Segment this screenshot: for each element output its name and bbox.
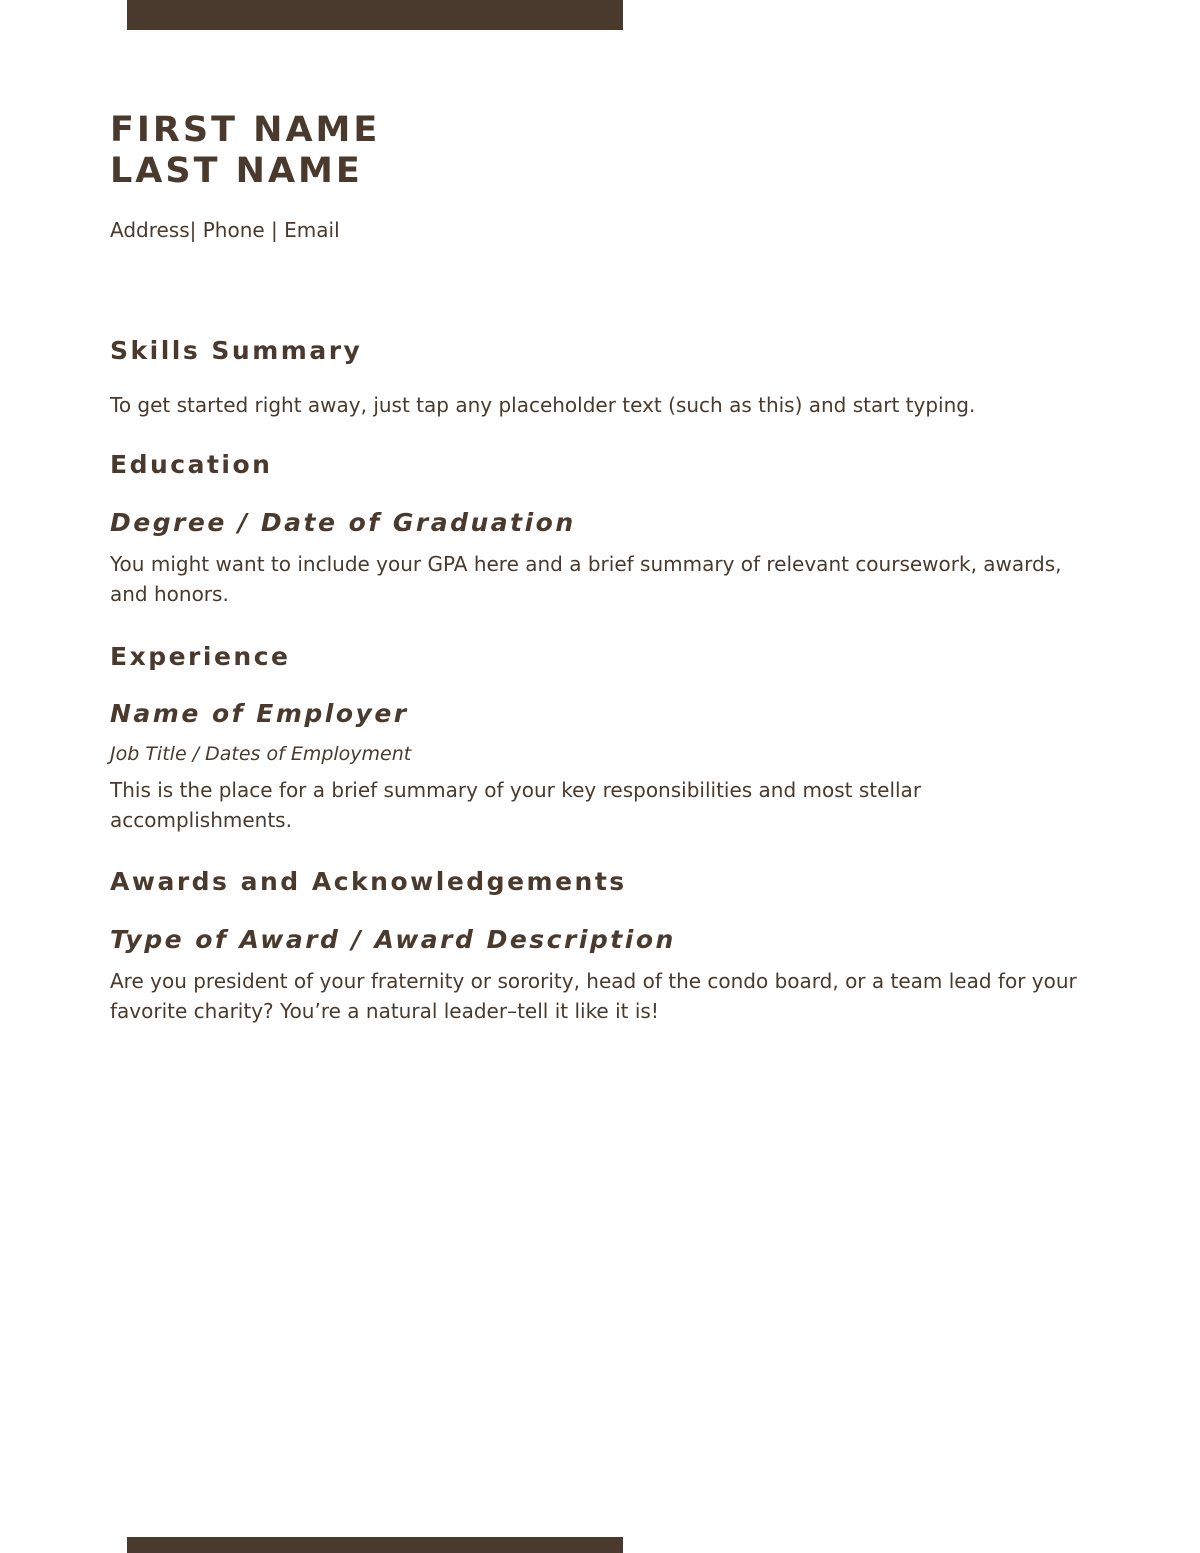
contact-info[interactable]: Address| Phone | Email [110,218,340,242]
awards-text[interactable]: Are you president of your fraternity or sorority, head of the condo board, or a team lead for your favorite charity? You’re a natural leader–tell it like it is! [110,969,1077,1023]
bottom-accent-bar [127,1537,623,1553]
experience-text[interactable]: This is the place for a brief summary of your key responsibilities and most stellar accomplishments. [110,778,922,832]
resume-content [110,110,1090,1026]
name-title [110,110,1090,192]
skills-text[interactable]: To get started right away, just tap any placeholder text (such as this) and start typing. [110,393,976,417]
education-text[interactable]: You might want to include your GPA here and a brief summary of relevant coursework, awards, and honors. [110,552,1062,606]
award-type-heading[interactable]: Type of Award / Award Description [110,925,676,954]
education-heading[interactable]: Education [110,450,273,479]
skills-heading[interactable]: Skills Summary [110,336,363,365]
job-title-dates[interactable]: Job Title / Dates of Employment [110,743,412,765]
employer-heading[interactable]: Name of Employer [110,699,409,728]
first-name[interactable]: FIRST NAME [110,110,381,150]
degree-heading[interactable]: Degree / Date of Graduation [110,508,576,537]
last-name[interactable]: LAST NAME [110,151,363,191]
experience-heading[interactable]: Experience [110,642,291,671]
top-accent-bar [127,0,623,30]
awards-heading[interactable]: Awards and Acknowledgements [110,867,627,896]
